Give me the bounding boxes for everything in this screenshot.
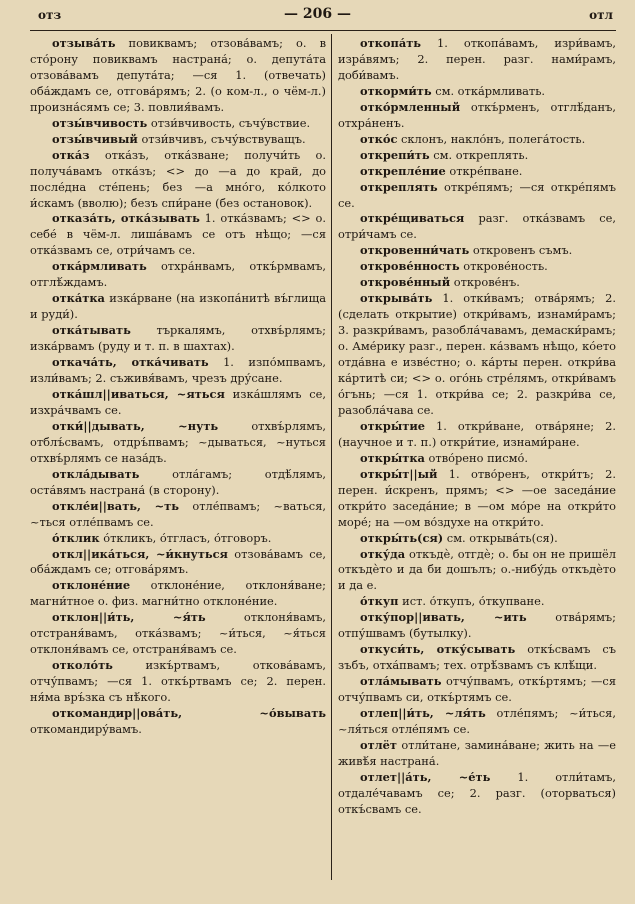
dictionary-entry [30,706,326,738]
entry-headword: отказа́ть, отка́зывать [52,211,200,226]
dictionary-entry [30,132,326,148]
dictionary-entry [30,259,326,291]
dictionary-entry [338,211,616,243]
dictionary-entry [30,148,326,212]
dictionary-entry [30,291,326,323]
entry-headword: откорми́ть [360,83,432,98]
entry-definition: откре́пване. [445,163,523,178]
dictionary-entry [338,770,616,818]
dictionary-entry [338,148,616,164]
entry-headword: отка́тывать [52,323,131,338]
dictionary-entry [30,211,326,259]
entry-definition: отли́тане, замина́ване; жить на —е живѣ́я настрана́. [338,737,616,768]
dictionary-entry [338,243,616,259]
entry-headword: откры́тие [360,418,426,433]
entry-definition: отка́зъ, отка́зване; получи́ть о. получа́вамъ отка́зъ; <> до —а до край, до после́дна сте́пень; без —а мно́го, ко́лкото и́скамъ (вволю); безъ спи́ране (без остановок). [30,147,326,210]
entry-definition: откъ́свамъ съ зъбъ, отха́пвамъ; тех. отрѣ́звамъ съ клѣ́щи. [338,642,616,673]
entry-headword: отко́рмленный [360,99,461,114]
entry-definition: откъ́рменъ, отглѣ́данъ, отхра́ненъ. [338,99,616,130]
entry-definition: 1. отли́тамъ, отдале́чавамъ се; 2. разг. (оторваться) откъ́свамъ се. [338,769,616,816]
left-column [30,36,326,738]
entry-headword: откача́ть, отка́чивать [52,355,209,370]
dictionary-entry [338,100,616,132]
entry-definition: 1. отки́вамъ; отва́рямъ; 2. (сделать открытие) откри́вамъ, изнами́рамъ; 3. разкри́вамъ, разобла́чавамъ, демаски́рамъ; о. Аме́рику разг., перен. ка́звамъ нѣщо, ко́ето отда́вна е изве́стно; о. ка́рты перен. откри́ва ка́ртитѣ си; <> о. ого́нь стре́лямъ, откри́вамъ о́гънь; —ся 1. откри́ва се; 2. разкри́ва се, разобла́чава се. [338,291,616,417]
entry-headword: отка́шл||иваться, ~яться [52,386,225,401]
dictionary-entry [338,594,616,610]
dictionary-entry [338,291,616,419]
dictionary-entry [338,706,616,738]
entry-headword: отколо́ть [52,658,113,673]
entry-definition: отва́рямъ; отпу́швамъ (бутылку). [338,610,616,641]
entry-headword: откровенни́чать [360,243,470,258]
entry-headword: отлеп||и́ть, ~ля́ть [360,706,486,721]
page-header [0,6,635,28]
running-head-left: отз [38,8,62,22]
entry-definition: 1. откопа́вамъ, изри́вамъ, изра́вямъ; 2. перен. разг. нами́рамъ, доби́вамъ. [338,36,616,82]
entry-headword: откл||ика́ться, ~и́кнуться [52,546,228,561]
entry-definition: изка́шлямъ се, изхра́чвамъ се. [30,386,326,417]
entry-definition: отклоня́вамъ, отстраня́вамъ, отка́звамъ; ~и́ться, ~я́ться отклоня́вамъ се, отстраня́вамъ се. [30,610,326,657]
entry-headword: отклоне́ние [52,578,131,593]
entry-definition: отле́пвамъ; ~ваться, ~ться отле́пвамъ се. [30,498,326,529]
entry-definition: повиквамъ; отзова́вамъ; о. в сто́рону повиквамъ настрана́; о. депута́та отзова́вамъ депута́та; —ся 1. (отвечать) оба́ждамъ се, отгова́рямъ; 2. (о ком-л., о чём-л.) произна́сямъ се; 3. повлия́вамъ. [30,36,326,114]
entry-headword: о́ткуп [360,594,399,609]
entry-headword: откры́ть(ся) [360,530,444,545]
dictionary-entry [30,499,326,531]
dictionary-entry [30,36,326,116]
entry-headword: отлет||а́ть, ~е́ть [360,769,491,784]
dictionary-entry [338,674,616,706]
entry-definition: разг. отка́звамъ се, отри́чамъ се. [338,211,616,242]
entry-definition: о́ткликъ, о́тгласъ, о́тговоръ. [99,530,272,545]
dictionary-entry [338,467,616,531]
entry-headword: открепи́ть [360,147,430,162]
entry-headword: отка́тка [52,291,105,306]
dictionary-entry [30,531,326,547]
dictionary-entry [338,610,616,642]
entry-definition: откре́пямъ; —ся откре́пямъ се. [338,179,616,210]
entry-headword: отка́з [52,147,90,162]
entry-definition: ист. о́ткупъ, о́ткупване. [398,594,545,609]
dictionary-entry [338,275,616,291]
entry-definition: см. отка́рмливать. [431,83,546,98]
dictionary-entry [30,547,326,579]
entry-headword: отзы́вчивый [52,131,138,146]
entry-headword: открепле́ние [360,163,446,178]
dictionary-entry [338,259,616,275]
entry-definition: отзи́вчивость, съчу́вствие. [147,115,311,130]
dictionary-entry [30,355,326,387]
entry-definition: отклоне́ние, отклоня́ване; магни́тное о. физ. магни́тно отклоне́ние. [30,578,326,609]
dictionary-entry [338,451,616,467]
entry-definition: открове́нъ. [450,275,520,290]
entry-headword: отку́пор||ивать, ~ить [360,610,527,625]
entry-headword: отки́||дывать, ~нуть [52,418,219,433]
dictionary-entry [338,547,616,595]
entry-headword: отлёт [360,737,397,752]
dictionary-entry [338,180,616,212]
dictionary-entry [338,132,616,148]
entry-headword: отко́с [360,131,398,146]
entry-definition: отхвъ́рлямъ, отблъ́свамъ, отдръ́пвамъ; ~дываться, ~нуться отхвъ́рлямъ се наза́дъ. [30,418,326,465]
entry-headword: отзыва́ть [52,36,116,50]
entry-definition: отво́рено писмо́. [424,450,528,465]
entry-definition: отла́гамъ; отдѣ́лямъ, оста́вямъ настрана́ (в сторону). [30,466,326,497]
entry-definition: см. откреплять. [429,147,529,162]
entry-headword: отку́да [360,546,406,561]
entry-definition: см. открыва́ть(ся). [443,530,558,545]
running-head-right: отл [589,8,613,22]
dictionary-entry [30,419,326,467]
entry-definition: 1. отво́ренъ, откри́тъ; 2. перен. и́скренъ, прямъ; <> —ое заседа́ние откри́то заседа́ние; в —ом мо́ре на откри́то море́; на —ом во́здухе на откри́то. [338,466,616,529]
entry-definition: 1. отка́звамъ; <> о. себе́ в чём-л. лиша́вамъ се отъ нѣщо; —ся отка́звамъ се, отри́чамъ се. [30,211,326,258]
entry-definition: изка́рване (на изкопа́нитѣ въ́глища и руди́). [30,291,326,322]
entry-headword: отклон||и́ть, ~я́ть [52,610,206,625]
right-column [338,36,616,818]
dictionary-entry [30,323,326,355]
entry-definition: изкъ́ртвамъ, откова́вамъ, отчу́пвамъ; —ся 1. откъ́ртвамъ се; 2. перен. ня́ма връ́зка съ нѣ́кого. [30,658,326,705]
dictionary-entry [30,578,326,610]
dictionary-entry [30,387,326,419]
entry-headword: откре́щиваться [360,211,465,226]
entry-definition: отхра́нвамъ, откъ́рмвамъ, отглѣ́ждамъ. [30,259,326,290]
dictionary-entry [338,84,616,100]
entry-definition: откровенъ съмъ. [469,243,573,258]
entry-definition: отзова́вамъ се, оба́ждамъ се; отгова́рямъ. [30,546,326,577]
entry-headword: отка́рмливать [52,259,147,274]
dictionary-entry [30,116,326,132]
page-number: — 206 — [284,6,351,22]
entry-headword: откла́дывать [52,466,140,481]
entry-headword: откопа́ть [360,36,421,50]
entry-headword: откле́и||вать, ~ть [52,498,179,513]
dictionary-entry [338,738,616,770]
entry-definition: откъдѐ, отгдѐ; о. бы он не пришёл откъдѐто и да би дошълъ; о.-нибу́дь откъдѐто и да е. [338,546,616,593]
entry-definition: отзи́вчивъ, съчу́вствуващъ. [137,131,306,146]
entry-definition: отле́пямъ; ~и́ться, ~ля́ться отле́пямъ се. [338,706,616,736]
dictionary-entry [338,642,616,674]
dictionary-entry [30,610,326,658]
entry-headword: откры́т||ый [360,466,438,481]
dictionary-entry [30,467,326,499]
entry-definition: търкалямъ, отхвъ́рлямъ; изка́рвамъ (руду и т. п. в шахтах). [30,323,326,354]
dictionary-entry [338,531,616,547]
entry-headword: отзы́вчивость [52,115,148,130]
entry-headword: откры́тка [360,450,425,465]
entry-definition: 1. откри́ване, отва́ряне; 2. (научное и т. п.) откри́тие, изнами́ране. [338,418,616,449]
header-rule [30,30,616,31]
entry-headword: откреплять [360,179,438,194]
dictionary-entry [338,164,616,180]
entry-definition: откомандиру́вамъ. [30,721,142,736]
entry-definition: склонъ, накло́нъ, полега́тость. [397,131,586,146]
entry-definition: открове́ность. [459,259,548,274]
entry-headword: открове́нный [360,275,451,290]
dictionary-entry [338,36,616,84]
entry-headword: отла́мывать [360,674,442,689]
entry-headword: откомандир||ова́ть, ~о́вывать [52,706,326,721]
dictionary-entry [30,658,326,706]
column-divider [331,34,332,880]
entry-headword: открыва́ть [360,291,433,306]
dictionary-entry [338,419,616,451]
entry-definition: 1. изпо́мпвамъ, изли́вамъ; 2. съживя́вамъ, чрезъ дру́сане. [30,355,326,386]
entry-headword: открове́нность [360,259,460,274]
entry-headword: о́тклик [52,530,100,545]
entry-headword: откуси́ть, отку́сывать [360,642,516,657]
entry-definition: отчу́пвамъ, откъ́ртямъ; —ся отчу́пвамъ си, откъ́ртямъ се. [338,674,616,705]
